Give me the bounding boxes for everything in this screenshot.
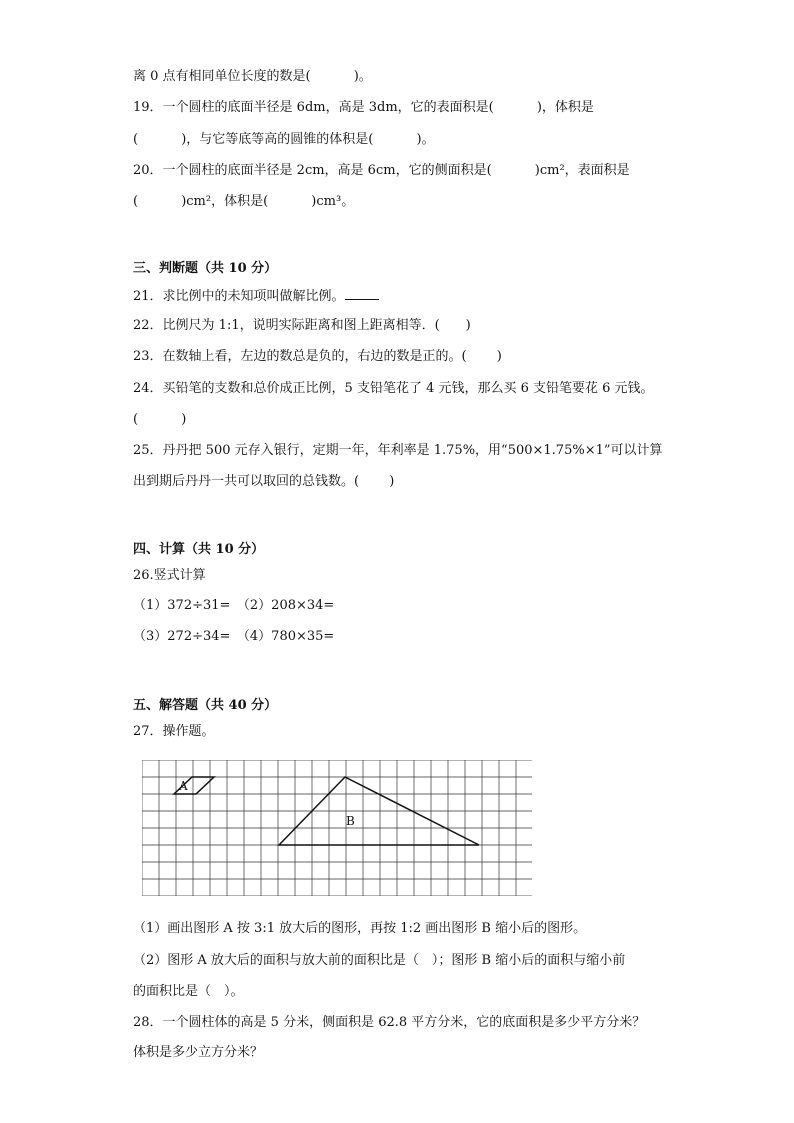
question-20-line-1: 20．一个圆柱的底面半径是 2cm，高是 6cm，它的侧面积是( )cm²，表面积是 <box>133 163 630 178</box>
question-27-part-2-line-1: （2）图形 A 放大后的面积与放大前的面积比是（ ）；图形 B 缩小后的面积与缩小前 <box>133 953 626 968</box>
question-19-line-1: 19．一个圆柱的底面半径是 6dm，高是 3dm，它的表面积是( )，体积是 <box>133 100 594 115</box>
section-5-heading: 五、解答题（共 40 分） <box>133 698 278 713</box>
question-27-part-2-line-2: 的面积比是（ ）。 <box>133 984 244 999</box>
grid-diagram <box>142 760 532 896</box>
question-28-line-1: 28．一个圆柱体的高是 5 分米，侧面积是 62.8 平方分米，它的底面积是多少平方分米？ <box>133 1015 646 1030</box>
section-4-heading: 四、计算（共 10 分） <box>133 542 265 557</box>
question-27: 27．操作题。 <box>133 724 215 739</box>
question-19-line-2: ( )，与它等底等高的圆锥的体积是( )。 <box>133 132 435 147</box>
calc-row-2: （3）272÷34= （4）780×35= <box>133 629 335 644</box>
question-21-text: 21．求比例中的未知项叫做解比例。 <box>133 289 345 304</box>
shape-a-label: A <box>179 779 188 793</box>
section-3-heading: 三、判断题（共 10 分） <box>133 261 278 276</box>
grid-lines <box>142 760 532 896</box>
question-18-end: 离 0 点有相同单位长度的数是( )。 <box>133 69 372 84</box>
question-22: 22．比例尺为 1:1，说明实际距离和图上距离相等．( ) <box>133 318 471 333</box>
question-20-line-2: ( )cm²，体积是( )cm³。 <box>133 194 355 209</box>
answer-blank[interactable] <box>345 287 379 300</box>
calc-row-1: （1）372÷31= （2）208×34= <box>133 598 335 613</box>
question-21 <box>133 287 379 306</box>
question-28-line-2: 体积是多少立方分米？ <box>133 1045 264 1060</box>
question-25-line-2: 出到期后丹丹一共可以取回的总钱数。( ) <box>133 474 395 489</box>
question-26: 26.竖式计算 <box>133 568 206 583</box>
question-23: 23．在数轴上看，左边的数总是负的，右边的数是正的。( ) <box>133 349 502 364</box>
question-27-part-1: （1）画出图形 A 按 3:1 放大后的图形，再按 1:2 画出图形 B 缩小后的图形。 <box>133 921 587 936</box>
question-24-line-2: ( ) <box>133 412 187 427</box>
shape-b-label: B <box>346 814 355 828</box>
question-25-line-1: 25．丹丹把 500 元存入银行，定期一年，年利率是 1.75%，用“500×1.75%×1”可以计算 <box>133 443 663 458</box>
grid-figure <box>142 760 532 896</box>
question-24-line-1: 24．买铅笔的支数和总价成正比例，5 支铅笔花了 4 元钱，那么买 6 支铅笔要花 6 元钱。 <box>133 381 654 396</box>
